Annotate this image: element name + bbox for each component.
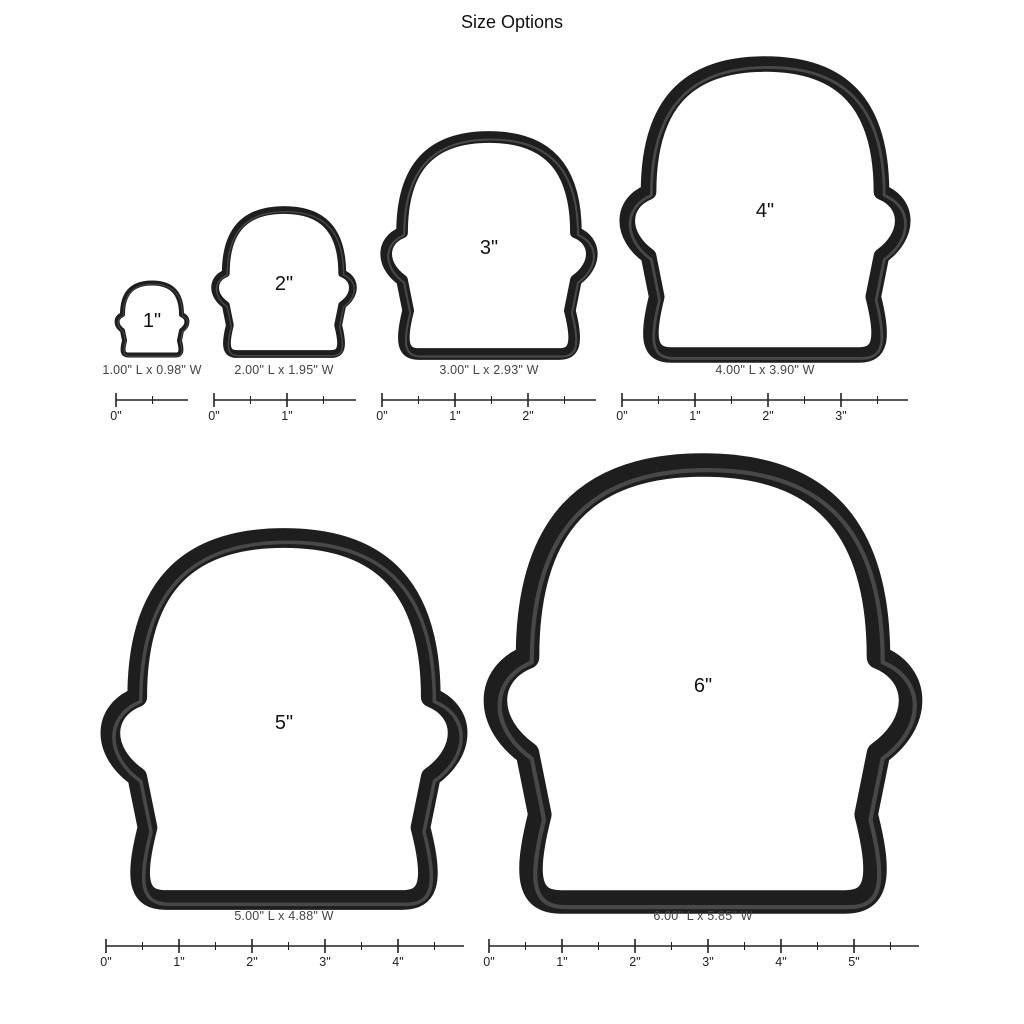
ruler-tick-label: 1" <box>689 409 701 423</box>
ruler-tick-label: 4" <box>775 955 787 969</box>
ruler <box>208 393 356 423</box>
cutter-option <box>208 210 356 423</box>
cutter-option <box>616 64 908 423</box>
ruler <box>110 393 188 423</box>
ruler-tick-label: 2" <box>522 409 534 423</box>
ruler-tick-label: 0" <box>616 409 628 423</box>
ruler-tick-label: 0" <box>208 409 220 423</box>
cutter-option <box>376 137 596 423</box>
dimensions-label: 1.00" L x 0.98" W <box>102 363 202 377</box>
ruler-tick-label: 0" <box>483 955 495 969</box>
ruler-tick-label: 1" <box>281 409 293 423</box>
ruler-tick-label: 1" <box>556 955 568 969</box>
ruler <box>376 393 596 423</box>
cutter-group <box>100 64 919 969</box>
ruler <box>483 939 919 969</box>
cutter-option <box>100 538 464 969</box>
ruler-tick-label: 2" <box>629 955 641 969</box>
page-title: Size Options <box>460 12 564 32</box>
ruler-tick-label: 2" <box>762 409 774 423</box>
size-label: 4" <box>755 200 775 222</box>
ruler-tick-label: 3" <box>835 409 847 423</box>
dimensions-label: 5.00" L x 4.88" W <box>234 909 334 923</box>
size-label: 1" <box>142 310 162 332</box>
cutter-option <box>483 465 919 969</box>
dimensions-label: 6.00" L x 5.85" W <box>653 909 753 923</box>
ruler-tick-label: 1" <box>173 955 185 969</box>
dimensions-label: 4.00" L x 3.90" W <box>715 363 815 377</box>
ruler-tick-label: 5" <box>848 955 860 969</box>
ruler <box>100 939 464 969</box>
size-label: 5" <box>274 712 294 734</box>
dimensions-label: 3.00" L x 2.93" W <box>439 363 539 377</box>
size-label: 6" <box>693 675 713 697</box>
ruler-tick-label: 0" <box>110 409 122 423</box>
size-label: 3" <box>479 237 499 259</box>
ruler-tick-label: 1" <box>449 409 461 423</box>
ruler-tick-label: 3" <box>319 955 331 969</box>
ruler-tick-label: 4" <box>392 955 404 969</box>
dimensions-label: 2.00" L x 1.95" W <box>234 363 334 377</box>
ruler-tick-label: 0" <box>376 409 388 423</box>
cutter-option <box>102 283 201 423</box>
ruler-tick-label: 0" <box>100 955 112 969</box>
size-label: 2" <box>274 273 294 295</box>
ruler-tick-label: 3" <box>702 955 714 969</box>
ruler-tick-label: 2" <box>246 955 258 969</box>
ruler <box>616 393 908 423</box>
